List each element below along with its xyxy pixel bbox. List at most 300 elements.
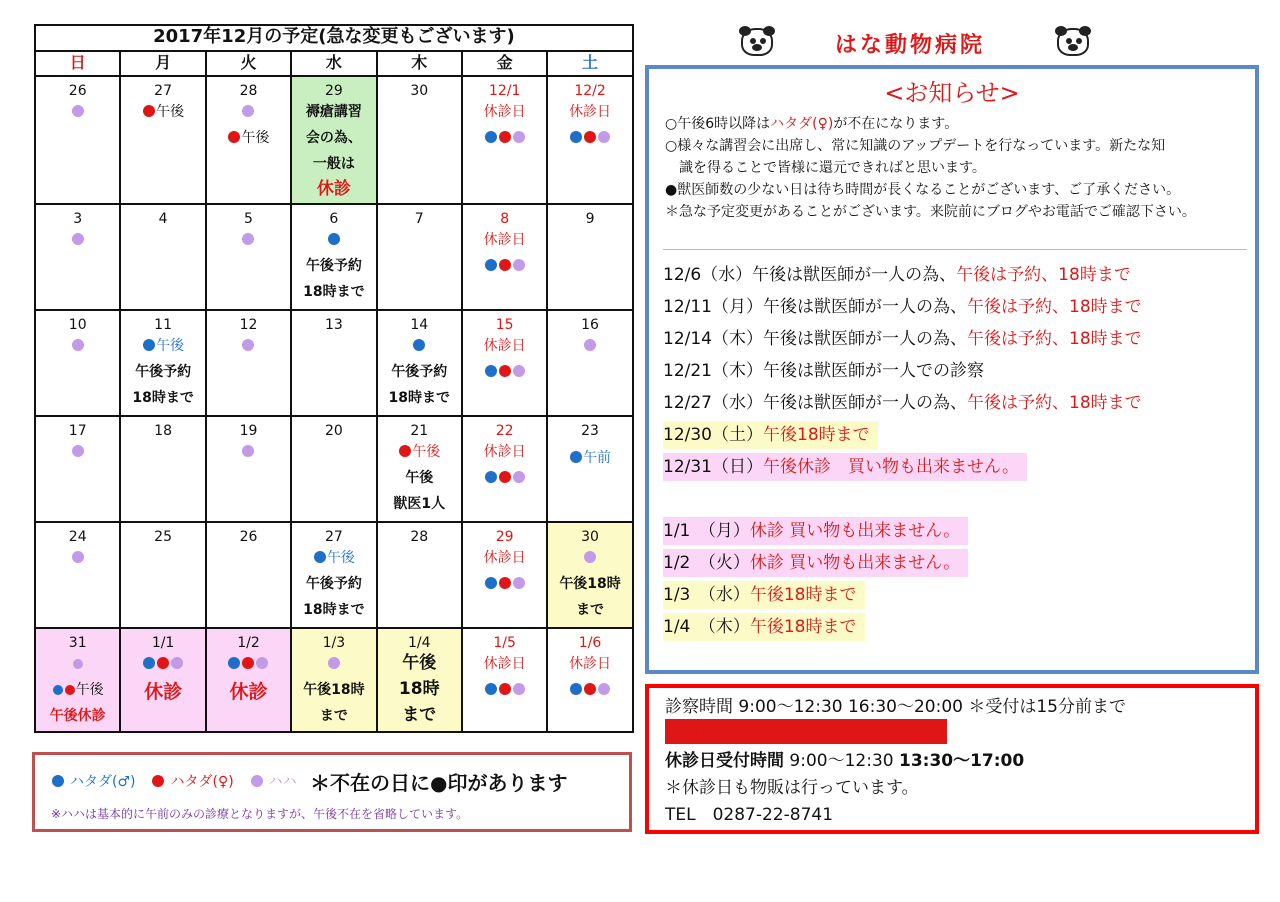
day-line bbox=[71, 545, 85, 571]
blue-dot-icon bbox=[485, 683, 497, 695]
day-note: 午後予約 bbox=[305, 576, 362, 592]
calendar-day bbox=[120, 522, 205, 628]
calendar-day bbox=[35, 522, 120, 628]
day-line bbox=[241, 333, 255, 359]
purple-dot-icon bbox=[242, 339, 254, 351]
day-line bbox=[303, 597, 364, 623]
red-dot-icon bbox=[499, 259, 511, 271]
day-line bbox=[317, 177, 351, 203]
day-cell bbox=[548, 629, 631, 731]
day-number: 26 bbox=[239, 529, 258, 545]
day-line bbox=[320, 703, 348, 729]
calendar-week-row bbox=[35, 522, 633, 628]
day-number: 1/1 bbox=[151, 635, 175, 651]
day-note: 午後 bbox=[402, 653, 437, 673]
day-note: 休診日 bbox=[569, 104, 612, 120]
calendar-day bbox=[377, 522, 462, 628]
day-number: 19 bbox=[239, 423, 258, 439]
calendar-day bbox=[462, 76, 547, 204]
schedule-item bbox=[663, 389, 1150, 417]
calendar-day bbox=[120, 416, 205, 522]
day-line bbox=[583, 545, 597, 571]
red-dot-icon bbox=[499, 577, 511, 589]
calendar-day bbox=[206, 416, 291, 522]
purple-dot-icon bbox=[513, 131, 525, 143]
blue-dot-icon bbox=[485, 471, 497, 483]
calendar-day bbox=[35, 204, 120, 310]
calendar-day bbox=[291, 76, 376, 204]
day-number: 16 bbox=[581, 317, 599, 333]
day-line bbox=[402, 703, 436, 729]
day-line bbox=[132, 385, 193, 411]
day-line bbox=[142, 333, 184, 359]
schedule-text: 12/31（日） bbox=[663, 457, 763, 477]
day-cell bbox=[121, 205, 204, 309]
day-line bbox=[327, 227, 341, 253]
phone-number[interactable]: TEL 0287-22-8741 bbox=[665, 805, 834, 825]
blue-dot-icon bbox=[570, 131, 582, 143]
red-dot-icon bbox=[499, 131, 511, 143]
day-cell bbox=[292, 311, 375, 415]
day-cell bbox=[207, 205, 290, 309]
day-note: 午後 bbox=[241, 130, 270, 146]
day-cell bbox=[207, 629, 290, 731]
day-line bbox=[484, 677, 526, 703]
red-dot-icon bbox=[584, 683, 596, 695]
day-line bbox=[484, 439, 526, 465]
day-note: 午後予約 bbox=[305, 258, 362, 274]
day-number: 23 bbox=[581, 423, 599, 439]
day-number: 26 bbox=[68, 83, 87, 99]
calendar-day bbox=[547, 628, 632, 732]
schedule-item bbox=[663, 517, 968, 545]
day-number: 12 bbox=[239, 317, 258, 333]
legend-label: ハハ bbox=[268, 774, 297, 790]
day-note: まで bbox=[576, 602, 605, 618]
day-cell bbox=[207, 77, 290, 203]
red-dot-icon bbox=[157, 657, 169, 669]
day-line bbox=[484, 571, 526, 597]
weekday-0: 日 bbox=[35, 51, 120, 76]
notice-text: 識を得ることで皆様に還元できればと思います。 bbox=[665, 160, 986, 176]
day-note: 休診日 bbox=[483, 656, 526, 672]
purple-dot-icon bbox=[598, 131, 610, 143]
day-cell bbox=[378, 311, 461, 415]
purple-dot-icon bbox=[513, 683, 525, 695]
day-note: 獣医1人 bbox=[393, 496, 446, 512]
day-note: 休診日 bbox=[569, 656, 612, 672]
schedule-text: 午後は予約、18時まで bbox=[967, 393, 1142, 413]
day-line bbox=[405, 465, 433, 491]
day-number: 1/3 bbox=[322, 635, 346, 651]
schedule-text: 1/2 （火） bbox=[663, 553, 750, 573]
day-number: 31 bbox=[68, 635, 87, 651]
weekday-4: 木 bbox=[377, 51, 462, 76]
notice-line bbox=[665, 201, 1196, 221]
day-note: 休診日 bbox=[483, 550, 526, 566]
day-cell bbox=[292, 205, 375, 309]
day-line bbox=[241, 227, 255, 253]
purple-dot-icon bbox=[72, 233, 84, 245]
weekday-5: 金 bbox=[462, 51, 547, 76]
day-line bbox=[569, 445, 611, 471]
blue-dot-icon bbox=[143, 339, 155, 351]
day-note: 18時まで bbox=[388, 390, 450, 406]
weekday-6: 土 bbox=[547, 51, 632, 76]
day-number: 12/2 bbox=[574, 83, 606, 99]
day-line bbox=[583, 333, 597, 359]
legend-items bbox=[51, 771, 313, 791]
schedule-text: 午後は予約、18時まで bbox=[967, 329, 1142, 349]
schedule-text: 休診 買い物も出来ません。 bbox=[749, 553, 961, 573]
day-cell bbox=[121, 311, 204, 415]
closed-day-reception bbox=[665, 746, 1024, 771]
day-cell bbox=[463, 417, 546, 521]
calendar-day bbox=[206, 628, 291, 732]
schedule-text: 12/27（水）午後は獣医師が一人の為、 bbox=[663, 393, 967, 413]
legend-label: ハタダ(♀) bbox=[170, 774, 234, 790]
notice-text: が不在になります。 bbox=[833, 116, 959, 132]
day-number: 27 bbox=[154, 83, 172, 99]
notice-line bbox=[665, 113, 958, 133]
reception-morning: 9:00～12:30 bbox=[784, 751, 899, 771]
day-line bbox=[393, 491, 445, 517]
day-cell bbox=[121, 629, 204, 731]
blue-dot-icon bbox=[143, 657, 155, 669]
calendar-day bbox=[462, 204, 547, 310]
day-line bbox=[306, 253, 362, 279]
calendar-week-row bbox=[35, 204, 633, 310]
day-cell bbox=[292, 417, 375, 521]
day-line bbox=[484, 545, 526, 571]
day-line bbox=[569, 99, 611, 125]
schedule-text: 午後は予約、18時まで bbox=[956, 265, 1131, 285]
red-dot-icon bbox=[228, 131, 240, 143]
day-line bbox=[559, 571, 620, 597]
weekday-1: 月 bbox=[120, 51, 205, 76]
day-line bbox=[142, 99, 184, 125]
day-number: 20 bbox=[324, 423, 343, 439]
purple-dot-icon bbox=[73, 659, 83, 669]
day-cell bbox=[121, 523, 204, 627]
day-cell bbox=[121, 77, 204, 203]
day-line bbox=[569, 651, 611, 677]
clinic-header bbox=[735, 22, 1095, 64]
notice-title: <お知らせ> bbox=[884, 79, 1020, 107]
day-line bbox=[303, 677, 364, 703]
day-note: 休診日 bbox=[483, 232, 526, 248]
notice-text: ハタダ(♀) bbox=[770, 116, 834, 132]
legend-label: ハタダ(♂) bbox=[70, 774, 136, 790]
purple-dot-icon bbox=[598, 683, 610, 695]
blue-dot-icon bbox=[485, 131, 497, 143]
clinic-name: はな動物病院 bbox=[835, 33, 986, 58]
day-number: 1/4 bbox=[407, 635, 431, 651]
day-note: 会の為、 bbox=[305, 130, 362, 146]
calendar-day bbox=[547, 76, 632, 204]
day-line bbox=[484, 359, 526, 385]
purple-dot-icon bbox=[584, 551, 596, 563]
schedule-text: 休診 買い物も出来ません。 bbox=[749, 521, 961, 541]
schedule-text: 1/3 （水） bbox=[663, 585, 750, 605]
red-dot-icon bbox=[499, 683, 511, 695]
schedule-item bbox=[663, 581, 865, 609]
red-dot-icon bbox=[242, 657, 254, 669]
day-line bbox=[398, 439, 440, 465]
day-cell bbox=[207, 311, 290, 415]
day-note: 午後 bbox=[156, 338, 185, 354]
day-line bbox=[484, 333, 526, 359]
day-number: 29 bbox=[495, 529, 514, 545]
day-note: 午後予約 bbox=[135, 364, 192, 380]
purple-dot-icon bbox=[72, 551, 84, 563]
notice-text: ○午後6時以降は bbox=[665, 116, 771, 132]
purple-dot-icon bbox=[242, 233, 254, 245]
day-line bbox=[71, 439, 85, 465]
calendar-day bbox=[377, 76, 462, 204]
day-line bbox=[313, 545, 355, 571]
blue-dot-icon bbox=[485, 577, 497, 589]
day-line bbox=[484, 227, 526, 253]
schedule-item bbox=[663, 261, 1139, 289]
day-line bbox=[142, 651, 184, 677]
day-note: 午後 bbox=[326, 550, 355, 566]
day-number: 25 bbox=[154, 529, 172, 545]
red-dot-icon bbox=[499, 365, 511, 377]
day-cell bbox=[207, 417, 290, 521]
schedule-item bbox=[663, 549, 968, 577]
schedule-text: 午後休診 買い物も出来ません。 bbox=[763, 457, 1020, 477]
calendar-day bbox=[462, 628, 547, 732]
day-number: 14 bbox=[410, 317, 429, 333]
calendar-day bbox=[35, 416, 120, 522]
day-line bbox=[412, 333, 426, 359]
calendar-day bbox=[291, 204, 376, 310]
hours-panel bbox=[645, 684, 1259, 834]
day-number: 30 bbox=[410, 83, 429, 99]
schedule-text: 12/21（木）午後は獣医師が一人での診察 bbox=[663, 361, 984, 381]
schedule-item bbox=[663, 421, 878, 449]
weekday-3: 水 bbox=[291, 51, 376, 76]
day-cell bbox=[292, 77, 375, 203]
day-cell bbox=[463, 523, 546, 627]
day-line bbox=[50, 703, 106, 729]
day-note: 午前 bbox=[583, 450, 612, 466]
day-line bbox=[484, 125, 526, 151]
day-note: 休診日 bbox=[483, 104, 526, 120]
day-line bbox=[399, 677, 440, 703]
calendar-day bbox=[547, 204, 632, 310]
blue-dot-icon bbox=[485, 365, 497, 377]
day-line bbox=[71, 227, 85, 253]
day-note: 18時まで bbox=[132, 390, 194, 406]
day-line bbox=[391, 359, 447, 385]
red-dot-icon bbox=[152, 775, 164, 787]
calendar-day bbox=[120, 76, 205, 204]
day-number: 9 bbox=[585, 211, 595, 227]
legend-absence-note: ＊不在の日に●印があります bbox=[310, 771, 568, 795]
day-cell bbox=[36, 77, 119, 203]
legend-box bbox=[32, 752, 632, 832]
day-number: 7 bbox=[414, 211, 424, 227]
schedule-text: 午後18時まで bbox=[749, 617, 857, 637]
day-number: 1/5 bbox=[493, 635, 516, 651]
day-cell bbox=[463, 77, 546, 203]
day-cell bbox=[378, 77, 461, 203]
calendar-day bbox=[291, 416, 376, 522]
calendar-day bbox=[206, 204, 291, 310]
schedule-text: 12/30（土） bbox=[663, 425, 763, 445]
calendar-day bbox=[377, 204, 462, 310]
purple-dot-icon bbox=[513, 365, 525, 377]
calendar-week-row bbox=[35, 628, 633, 732]
day-cell bbox=[548, 417, 631, 521]
notice-text: ○様々な講習会に出席し、常に知識のアップデートを行なっています。新たな知 bbox=[665, 138, 1166, 154]
day-number: 30 bbox=[581, 529, 599, 545]
calendar-day bbox=[547, 522, 632, 628]
purple-dot-icon bbox=[242, 105, 254, 117]
day-note: 午後18時 bbox=[559, 576, 621, 592]
calendar-title: 2017年12月の予定(急な変更もございます) bbox=[35, 25, 633, 51]
legend-item bbox=[250, 774, 307, 790]
day-number: 18 bbox=[154, 423, 172, 439]
day-note: 褥瘡講習 bbox=[305, 104, 362, 120]
weekday-2: 火 bbox=[206, 51, 291, 76]
notice-text: ＊急な予定変更があることがございます。来院前にブログやお電話でご確認下さい。 bbox=[665, 204, 1196, 220]
day-cell bbox=[378, 523, 461, 627]
legend-footnote: ※ハハは基本的に午前のみの診療となりますが、午後不在を省略しています。 bbox=[51, 807, 469, 821]
purple-dot-icon bbox=[584, 339, 596, 351]
schedule-item bbox=[663, 453, 1027, 481]
calendar-table bbox=[34, 24, 634, 733]
day-note: まで bbox=[402, 705, 437, 725]
day-cell bbox=[463, 629, 546, 731]
schedule-text: 12/11（月）午後は獣医師が一人の為、 bbox=[663, 297, 967, 317]
merch-note: ＊休診日も物販は行っています。 bbox=[665, 778, 919, 798]
day-line bbox=[135, 359, 191, 385]
reception-afternoon: 13:30～17:00 bbox=[898, 751, 1025, 771]
day-note: 休診 bbox=[316, 179, 351, 199]
day-number: 11 bbox=[154, 317, 172, 333]
day-number: 12/1 bbox=[488, 83, 521, 99]
closed-days: 休診日 金曜日 及び 毎月第1土曜日 bbox=[665, 719, 947, 744]
day-note: 午後予約 bbox=[391, 364, 448, 380]
day-cell bbox=[548, 311, 631, 415]
pug-icon bbox=[1051, 22, 1095, 62]
day-note: 休診日 bbox=[483, 338, 526, 354]
calendar-day bbox=[35, 76, 120, 204]
blue-dot-icon bbox=[328, 233, 340, 245]
day-cell bbox=[36, 205, 119, 309]
day-cell bbox=[378, 417, 461, 521]
red-dot-icon bbox=[65, 685, 75, 695]
day-line bbox=[227, 125, 269, 151]
day-number: 27 bbox=[324, 529, 343, 545]
day-number: 15 bbox=[495, 317, 514, 333]
day-note: 午後 bbox=[412, 444, 441, 460]
day-line bbox=[71, 333, 85, 359]
notice-line bbox=[665, 157, 986, 177]
calendar-day bbox=[291, 628, 376, 732]
day-number: 1/6 bbox=[578, 635, 602, 651]
schedule-text: 1/1 （月） bbox=[663, 521, 750, 541]
purple-dot-icon bbox=[256, 657, 268, 669]
day-number: 17 bbox=[68, 423, 87, 439]
day-number: 3 bbox=[73, 211, 83, 227]
calendar-day bbox=[291, 310, 376, 416]
day-line bbox=[484, 253, 526, 279]
day-number: 29 bbox=[324, 83, 343, 99]
day-line bbox=[569, 125, 611, 151]
divider bbox=[663, 249, 1247, 250]
day-line bbox=[306, 125, 362, 151]
day-cell bbox=[36, 629, 119, 731]
day-line bbox=[241, 99, 255, 125]
day-cell bbox=[36, 523, 119, 627]
day-number: 6 bbox=[329, 211, 339, 227]
day-line bbox=[52, 677, 104, 703]
purple-dot-icon bbox=[242, 445, 254, 457]
day-cell bbox=[463, 205, 546, 309]
schedule-text: 午後18時まで bbox=[749, 585, 857, 605]
day-line bbox=[227, 651, 269, 677]
day-line bbox=[484, 99, 526, 125]
day-number: 5 bbox=[244, 211, 253, 227]
notice-line bbox=[665, 135, 1165, 155]
pug-icon bbox=[735, 22, 779, 62]
purple-dot-icon bbox=[513, 577, 525, 589]
day-cell bbox=[121, 417, 204, 521]
blue-dot-icon bbox=[413, 339, 425, 351]
calendar-day bbox=[377, 628, 462, 732]
day-line bbox=[306, 99, 362, 125]
notice-line bbox=[665, 179, 1180, 199]
schedule-item bbox=[663, 293, 1150, 321]
calendar-day bbox=[120, 204, 205, 310]
day-cell bbox=[548, 77, 631, 203]
day-line bbox=[71, 99, 85, 125]
calendar-day bbox=[291, 522, 376, 628]
legend-item bbox=[51, 774, 145, 790]
calendar-day bbox=[120, 310, 205, 416]
blue-dot-icon bbox=[314, 551, 326, 563]
day-cell bbox=[378, 205, 461, 309]
calendar-day bbox=[377, 416, 462, 522]
schedule-text: 1/4 （木） bbox=[663, 617, 750, 637]
blue-dot-icon bbox=[228, 657, 240, 669]
blue-dot-icon bbox=[53, 685, 63, 695]
legend-item bbox=[151, 774, 243, 790]
day-cell bbox=[207, 523, 290, 627]
day-line bbox=[72, 651, 84, 677]
calendar-day bbox=[35, 310, 120, 416]
schedule-text: 12/6（水）午後は獣医師が一人の為、 bbox=[663, 265, 957, 285]
day-note: 午後 bbox=[405, 470, 434, 486]
schedule-text: 12/14（木）午後は獣医師が一人の為、 bbox=[663, 329, 967, 349]
red-dot-icon bbox=[499, 471, 511, 483]
calendar-day bbox=[377, 310, 462, 416]
day-cell bbox=[463, 311, 546, 415]
day-line bbox=[484, 651, 526, 677]
day-note: 18時 bbox=[398, 679, 440, 699]
blue-dot-icon bbox=[52, 775, 64, 787]
calendar-day bbox=[206, 522, 291, 628]
purple-dot-icon bbox=[72, 445, 84, 457]
day-line bbox=[306, 571, 362, 597]
day-note: 休診 bbox=[229, 681, 268, 703]
day-line bbox=[576, 597, 604, 623]
schedule-item bbox=[663, 357, 992, 385]
